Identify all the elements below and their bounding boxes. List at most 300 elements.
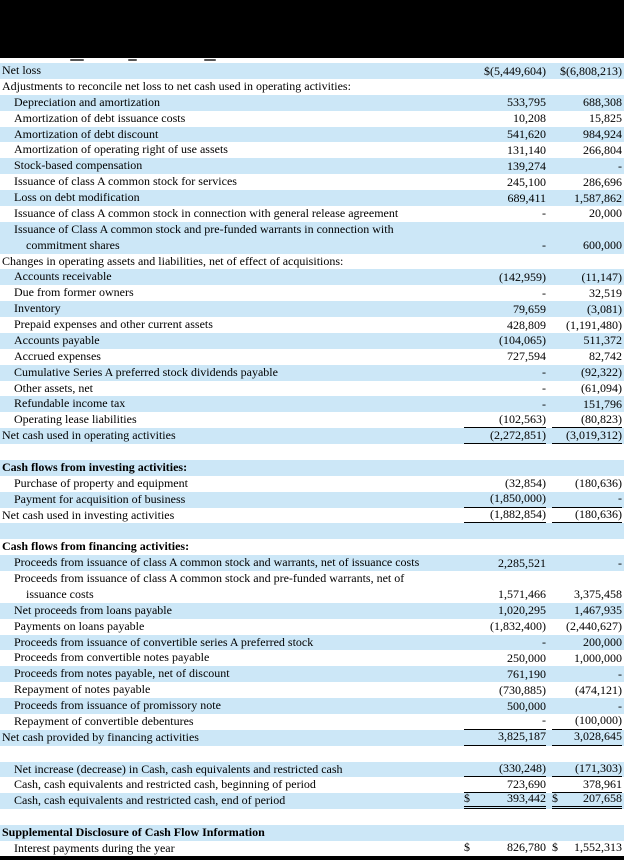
amount-value: 207,658 (583, 790, 622, 805)
amount-col1 (464, 635, 546, 650)
amount-value: 82,742 (589, 349, 622, 364)
row-label (0, 539, 464, 555)
amount-col1 (464, 713, 546, 729)
amount-col2 (552, 651, 622, 666)
amount-col2 (552, 175, 622, 190)
amount-col1 (464, 286, 546, 301)
table-row (0, 142, 624, 158)
table-row (0, 619, 624, 635)
amount-value: 3,375,458 (574, 587, 622, 602)
row-label-line-1: Loss on debt modification (14, 190, 140, 204)
amount-col2 (552, 840, 622, 856)
row-label-line-1: Issuance of Class A common stock and pre-funded warrants in connection with (14, 221, 394, 236)
table-row (0, 285, 624, 301)
spacer-row (0, 523, 624, 539)
row-label-line-1: Prepaid expenses and other current assets (14, 317, 213, 331)
table-row (0, 603, 624, 619)
table-row (0, 206, 624, 222)
amount-value: (180,636) (575, 507, 622, 522)
table-row (0, 428, 624, 444)
amount-col2 (552, 476, 622, 491)
row-label-line-1: Net cash used in operating activities (2, 428, 176, 443)
amount-value: (2,272,851) (490, 427, 546, 442)
amount-col2 (552, 791, 622, 809)
table-row (0, 190, 624, 206)
table-row (0, 333, 624, 349)
spacer-row (0, 746, 624, 762)
row-label-line-1: Net increase (decrease) in Cash, cash equivalents and restricted cash (14, 761, 343, 776)
amount-value: (180,636) (575, 476, 622, 491)
amount-col1 (464, 191, 546, 206)
amount-value: 266,804 (583, 142, 622, 157)
amount-value: (3,019,312) (566, 427, 622, 442)
dollar-sign: $ (464, 790, 470, 805)
amount-col2 (552, 619, 622, 634)
row-label-line-1: Supplemental Disclosure of Cash Flow Information (2, 825, 265, 839)
row-label-line-1: Cash flows from investing activities: (2, 459, 188, 474)
amount-col1 (464, 381, 546, 396)
amount-value: 32,519 (589, 285, 622, 300)
row-label-line-1: Net loss (2, 63, 41, 77)
row-label-line-1: Cash, cash equivalents and restricted cash, end of period (14, 793, 286, 808)
row-label (0, 190, 464, 206)
row-label-line-1: Issuance of class A common stock for services (14, 174, 237, 189)
row-label-line-1: Repayment of convertible debentures (14, 713, 194, 728)
table-row (0, 79, 624, 95)
amount-value: (1,850,000) (490, 491, 546, 506)
row-label (0, 666, 464, 682)
amount-col2 (552, 64, 622, 79)
row-label-line-1: Proceeds from issuance of class A common stock and pre-funded warrants, net of (14, 571, 405, 585)
amount-value: - (542, 365, 546, 380)
table-row (0, 254, 624, 270)
amount-value: (171,303) (575, 761, 622, 776)
amount-col2 (552, 318, 622, 333)
amount-value: - (542, 396, 546, 411)
row-label (0, 777, 464, 793)
amount-value: 245,100 (507, 174, 546, 189)
table-row (0, 571, 624, 603)
row-label-line-1: Amortization of debt issuance costs (14, 110, 186, 125)
row-label (0, 762, 464, 778)
row-label-line-1: Refundable income tax (14, 396, 126, 411)
amount-col1 (464, 412, 546, 428)
redaction-bar-top (0, 0, 624, 58)
row-label (0, 698, 464, 714)
row-label-line-1: Changes in operating assets and liabilities, net of effect of acquisitions: (2, 253, 344, 268)
amount-value: $(5,449,604) (484, 63, 546, 78)
amount-value: (100,000) (575, 713, 622, 728)
table-row (0, 555, 624, 571)
row-label (0, 730, 464, 746)
amount-col2 (552, 491, 622, 507)
amount-col1 (464, 318, 546, 333)
amount-value: 688,308 (583, 95, 622, 110)
amount-value: 826,780 (507, 840, 546, 855)
row-label-line-1: Adjustments to reconcile net loss to net cash used in operating activities: (2, 78, 351, 93)
amount-col1 (464, 491, 546, 507)
amount-value: 500,000 (507, 698, 546, 713)
row-label-line-1: Payments on loans payable (14, 618, 145, 633)
amount-col2 (552, 397, 622, 412)
row-label (0, 571, 464, 603)
amount-value: (3,081) (587, 301, 622, 316)
amount-col2 (552, 729, 622, 745)
row-label-line-1: Repayment of notes payable (14, 682, 151, 697)
amount-col1 (464, 603, 546, 618)
amount-value: (730,885) (499, 682, 546, 697)
table-row (0, 95, 624, 111)
amount-col1 (464, 507, 546, 523)
table-row (0, 412, 624, 428)
amount-value: (142,959) (499, 269, 546, 284)
amount-value: (32,854) (505, 476, 546, 491)
row-label-line-1: Accounts receivable (14, 269, 112, 284)
amount-col2 (552, 667, 622, 682)
amount-col1 (464, 302, 546, 317)
table-row (0, 790, 624, 809)
row-label (0, 635, 464, 651)
row-label (0, 79, 464, 95)
amount-col1 (464, 683, 546, 698)
amount-col2 (552, 302, 622, 317)
amount-col2 (552, 95, 622, 110)
table-row (0, 730, 624, 746)
amount-col1 (464, 159, 546, 174)
row-label (0, 158, 464, 174)
amount-value: 1,587,862 (574, 190, 622, 205)
amount-value: 511,372 (583, 333, 622, 348)
row-label (0, 254, 464, 270)
amount-col1 (464, 127, 546, 142)
amount-value: 1,000,000 (574, 650, 622, 665)
amount-value: (92,322) (581, 365, 622, 380)
amount-col1 (464, 365, 546, 380)
row-label (0, 460, 464, 476)
amount-col1 (464, 397, 546, 412)
row-label (0, 682, 464, 698)
amount-col2 (552, 238, 622, 253)
amount-value: - (542, 285, 546, 300)
row-label (0, 428, 464, 444)
table-row (0, 349, 624, 365)
amount-col1 (464, 333, 546, 348)
amount-value: 984,924 (583, 127, 622, 142)
row-label (0, 127, 464, 143)
row-label (0, 142, 464, 158)
table-row (0, 825, 624, 841)
amount-col1 (464, 699, 546, 714)
amount-value: $(6,808,213) (560, 63, 622, 78)
amount-value: 600,000 (583, 238, 622, 253)
row-label (0, 396, 464, 412)
amount-value: 286,696 (583, 174, 622, 189)
amount-col1 (464, 143, 546, 158)
dollar-sign: $ (552, 840, 558, 855)
row-label (0, 476, 464, 492)
row-label (0, 206, 464, 222)
row-label (0, 222, 464, 254)
amount-col2 (552, 635, 622, 650)
amount-col1 (464, 428, 546, 444)
amount-value: - (618, 555, 622, 570)
amount-col1 (464, 761, 546, 777)
amount-col1 (464, 270, 546, 285)
amount-value: - (542, 381, 546, 396)
table-row (0, 650, 624, 666)
redaction-bar-bottom (0, 856, 624, 860)
amount-value: (1,882,854) (490, 507, 546, 522)
amount-col2 (552, 111, 622, 126)
amount-value: 533,795 (507, 95, 546, 110)
amount-col1 (464, 95, 546, 110)
row-label (0, 412, 464, 428)
amount-col1 (464, 791, 546, 809)
amount-value: 727,594 (507, 349, 546, 364)
row-label-line-1: Cash flows from financing activities: (2, 539, 190, 554)
amount-col1 (464, 619, 546, 634)
table-row (0, 476, 624, 492)
amount-col2 (552, 587, 622, 602)
amount-col2 (552, 349, 622, 364)
amount-col2 (552, 286, 622, 301)
amount-value: 15,825 (589, 111, 622, 126)
amount-col1 (464, 667, 546, 682)
amount-col1 (464, 651, 546, 666)
amount-col2 (552, 191, 622, 206)
amount-value: 151,796 (583, 396, 622, 411)
amount-value: 250,000 (507, 650, 546, 665)
amount-col1 (464, 349, 546, 364)
spacer-row (0, 809, 624, 825)
row-label-line-1: Cumulative Series A preferred stock dividends payable (14, 364, 278, 379)
table-row (0, 635, 624, 651)
amount-value: 541,620 (507, 127, 546, 142)
amount-col1 (464, 840, 546, 856)
row-label-line-1: Inventory (14, 301, 61, 316)
amount-value: - (542, 238, 546, 253)
row-label (0, 841, 464, 857)
amount-value: 1,020,295 (498, 603, 546, 618)
row-label-line-1: Operating lease liabilities (14, 412, 137, 427)
row-label-line-1: Cash, cash equivalents and restricted cash, beginning of period (14, 777, 316, 792)
amount-value: (80,823) (581, 411, 622, 426)
amount-col1 (464, 238, 546, 253)
row-label (0, 714, 464, 730)
row-label (0, 285, 464, 301)
table-row (0, 111, 624, 127)
row-label-line-1: Net cash used in investing activities (2, 507, 175, 522)
row-label (0, 508, 464, 524)
table-row (0, 666, 624, 682)
row-label-line-2: commitment shares (26, 237, 120, 252)
amount-value: 2,285,521 (498, 555, 546, 570)
amount-value: - (618, 666, 622, 681)
table-row (0, 127, 624, 143)
row-label (0, 603, 464, 619)
row-label-line-1: Due from former owners (14, 285, 134, 300)
amount-value: (330,248) (499, 761, 546, 776)
table-row (0, 682, 624, 698)
amount-col2 (552, 699, 622, 714)
row-label-line-1: Payment for acquisition of business (14, 491, 186, 506)
amount-col2 (552, 428, 622, 444)
amount-value: 20,000 (589, 206, 622, 221)
dollar-sign: $ (552, 790, 558, 805)
amount-value: - (618, 698, 622, 713)
row-label-line-1: Proceeds from issuance of convertible series A preferred stock (14, 634, 314, 649)
row-label-line-1: Amortization of operating right of use assets (14, 142, 228, 157)
amount-col1 (464, 556, 546, 571)
amount-col1 (464, 729, 546, 745)
row-label (0, 174, 464, 190)
table-row (0, 714, 624, 730)
amount-value: 79,659 (513, 301, 546, 316)
amount-col2 (552, 270, 622, 285)
table-row (0, 174, 624, 190)
row-label-line-1: Depreciation and amortization (14, 94, 160, 109)
table-row (0, 63, 624, 79)
dollar-sign: $ (464, 840, 470, 855)
row-label-line-1: Purchase of property and equipment (14, 475, 188, 490)
row-label-line-1: Stock-based compensation (14, 158, 143, 173)
amount-col2 (552, 365, 622, 380)
table-row (0, 841, 624, 857)
row-label (0, 63, 464, 79)
amount-col2 (552, 603, 622, 618)
amount-col2 (552, 143, 622, 158)
text-remnant-mark (70, 59, 84, 61)
amount-col2 (552, 556, 622, 571)
amount-col1 (464, 175, 546, 190)
amount-value: 378,961 (583, 776, 622, 791)
amount-value: 139,274 (507, 158, 546, 173)
amount-value: 1,571,466 (498, 587, 546, 602)
table-row (0, 762, 624, 778)
table-row (0, 222, 624, 254)
row-label (0, 793, 464, 809)
amount-value: 761,190 (507, 666, 546, 681)
amount-col2 (552, 713, 622, 729)
row-label (0, 555, 464, 571)
row-label (0, 333, 464, 349)
amount-value: (104,065) (499, 333, 546, 348)
amount-col2 (552, 159, 622, 174)
amount-col2 (552, 683, 622, 698)
amount-col2 (552, 507, 622, 523)
amount-value: (102,563) (499, 411, 546, 426)
row-label-line-1: Other assets, net (14, 380, 93, 395)
text-remnant-mark (128, 59, 137, 61)
spacer-row (0, 444, 624, 460)
row-label (0, 650, 464, 666)
amount-value: 131,140 (507, 142, 546, 157)
row-label (0, 365, 464, 381)
row-label (0, 111, 464, 127)
table-row (0, 492, 624, 508)
amount-value: (1,832,400) (490, 619, 546, 634)
cash-flow-statement-table (0, 63, 624, 857)
amount-col1 (464, 587, 546, 602)
amount-value: 723,690 (507, 776, 546, 791)
row-label-line-1: Proceeds from convertible notes payable (14, 650, 210, 665)
amount-value: - (618, 158, 622, 173)
amount-col2 (552, 127, 622, 142)
amount-value: 3,825,187 (498, 729, 546, 744)
amount-col2 (552, 412, 622, 428)
table-row (0, 269, 624, 285)
table-row (0, 539, 624, 555)
amount-col2 (552, 333, 622, 348)
row-label (0, 825, 464, 841)
amount-value: (2,440,627) (566, 619, 622, 634)
amount-value: - (618, 491, 622, 506)
table-row (0, 698, 624, 714)
row-label-line-1: Net proceeds from loans payable (14, 602, 172, 617)
amount-value: 200,000 (583, 635, 622, 650)
row-label (0, 301, 464, 317)
amount-value: 393,442 (507, 790, 546, 805)
table-row (0, 158, 624, 174)
amount-value: (1,191,480) (566, 317, 622, 332)
amount-value: 689,411 (507, 190, 546, 205)
table-row (0, 317, 624, 333)
row-label (0, 349, 464, 365)
table-row (0, 301, 624, 317)
row-label-line-1: Proceeds from notes payable, net of discount (14, 666, 230, 681)
amount-col2 (552, 206, 622, 221)
amount-col1 (464, 476, 546, 491)
row-label-line-2: issuance costs (26, 586, 94, 601)
row-label-line-1: Issuance of class A common stock in connection with general release agreement (14, 205, 399, 220)
table-row (0, 508, 624, 524)
row-label (0, 269, 464, 285)
table-row (0, 365, 624, 381)
amount-col1 (464, 111, 546, 126)
amount-value: - (542, 206, 546, 221)
amount-col2 (552, 761, 622, 777)
row-label (0, 381, 464, 397)
amount-value: (61,094) (581, 381, 622, 396)
row-label-line-1: Interest payments during the year (14, 840, 175, 855)
amount-col1 (464, 64, 546, 79)
row-label (0, 95, 464, 111)
table-row (0, 381, 624, 397)
row-label-line-1: Proceeds from issuance of promissory note (14, 698, 221, 712)
amount-value: 1,467,935 (574, 603, 622, 618)
table-row (0, 396, 624, 412)
row-label-line-1: Net cash provided by financing activities (2, 729, 199, 744)
amount-col2 (552, 381, 622, 396)
amount-value: 10,208 (513, 111, 546, 126)
amount-col1 (464, 206, 546, 221)
amount-value: - (542, 635, 546, 650)
amount-value: 1,552,313 (574, 840, 622, 855)
amount-value: 3,028,645 (574, 729, 622, 744)
row-label (0, 619, 464, 635)
row-label-line-1: Accounts payable (14, 332, 100, 347)
row-label (0, 492, 464, 508)
amount-value: 428,809 (507, 317, 546, 332)
row-label-line-1: Amortization of debt discount (14, 126, 159, 141)
amount-value: (11,147) (581, 269, 622, 284)
row-label-line-1: Accrued expenses (14, 348, 101, 363)
row-label (0, 317, 464, 333)
amount-value: (474,121) (575, 682, 622, 697)
text-remnant-mark (204, 59, 216, 61)
amount-value: - (542, 713, 546, 728)
table-row (0, 460, 624, 476)
